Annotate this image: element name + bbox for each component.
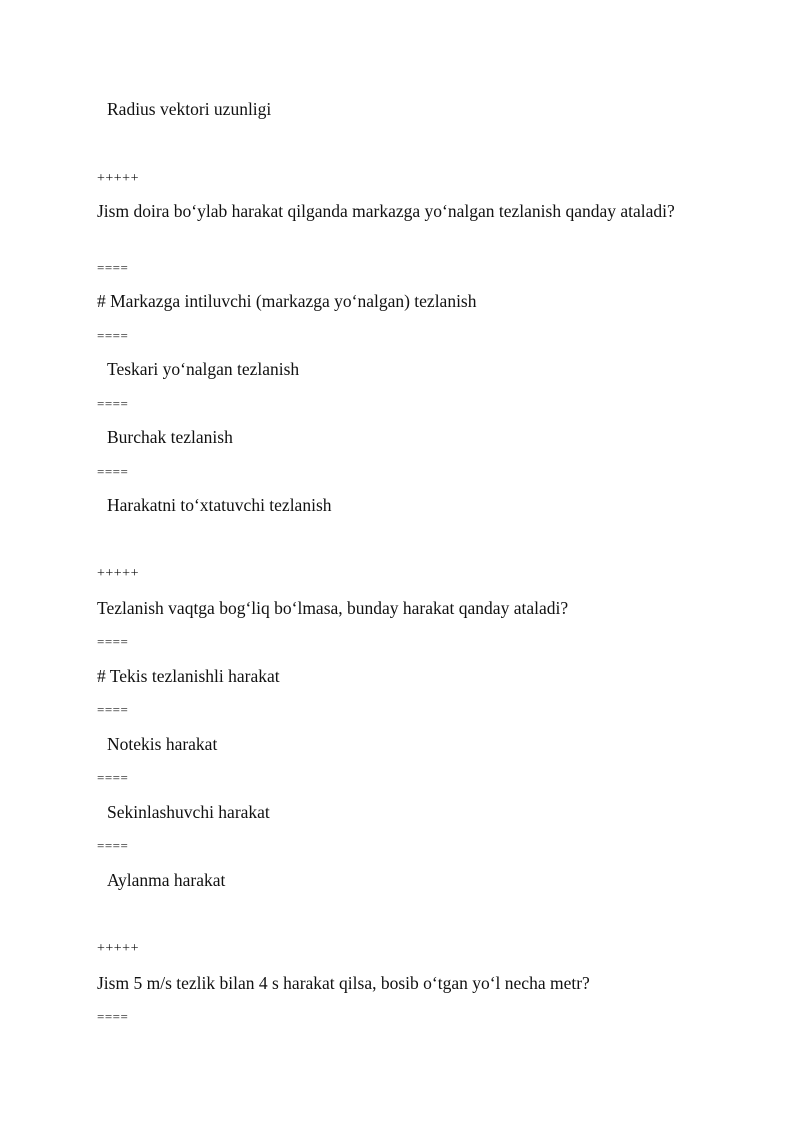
- answer-option: Sekinlashuvchi harakat: [107, 802, 270, 822]
- question-marker: +++++: [97, 566, 139, 581]
- option-separator: ====: [97, 1009, 129, 1024]
- question-text: Tezlanish vaqtga bog‘liq bo‘lmasa, bunday harakat qanday ataladi?: [97, 598, 569, 618]
- option-separator: ====: [97, 260, 129, 275]
- option-separator: ====: [97, 328, 129, 343]
- option-separator: ====: [97, 634, 129, 649]
- question-marker: +++++: [97, 171, 139, 186]
- question-marker: +++++: [97, 941, 139, 956]
- option-separator: ====: [97, 702, 129, 717]
- option-separator: ====: [97, 770, 129, 785]
- correct-answer-option: # Markazga intiluvchi (markazga yo‘nalgan) tezlanish: [97, 291, 477, 311]
- answer-option: Aylanma harakat: [107, 870, 226, 890]
- question-text: Jism doira bo‘ylab harakat qilganda markazga yo‘nalgan tezlanish qanday ataladi?: [97, 201, 675, 221]
- answer-option: Harakatni to‘xtatuvchi tezlanish: [107, 495, 332, 515]
- answer-option: Notekis harakat: [107, 734, 218, 754]
- answer-option: Radius vektori uzunligi: [107, 99, 272, 119]
- correct-answer-option: # Tekis tezlanishli harakat: [97, 666, 280, 686]
- option-separator: ====: [97, 838, 129, 853]
- option-separator: ====: [97, 396, 129, 411]
- question-text: Jism 5 m/s tezlik bilan 4 s harakat qilsa, bosib o‘tgan yo‘l necha metr?: [97, 973, 590, 993]
- answer-option: Teskari yo‘nalgan tezlanish: [107, 359, 300, 379]
- option-separator: ====: [97, 464, 129, 479]
- answer-option: Burchak tezlanish: [107, 427, 233, 447]
